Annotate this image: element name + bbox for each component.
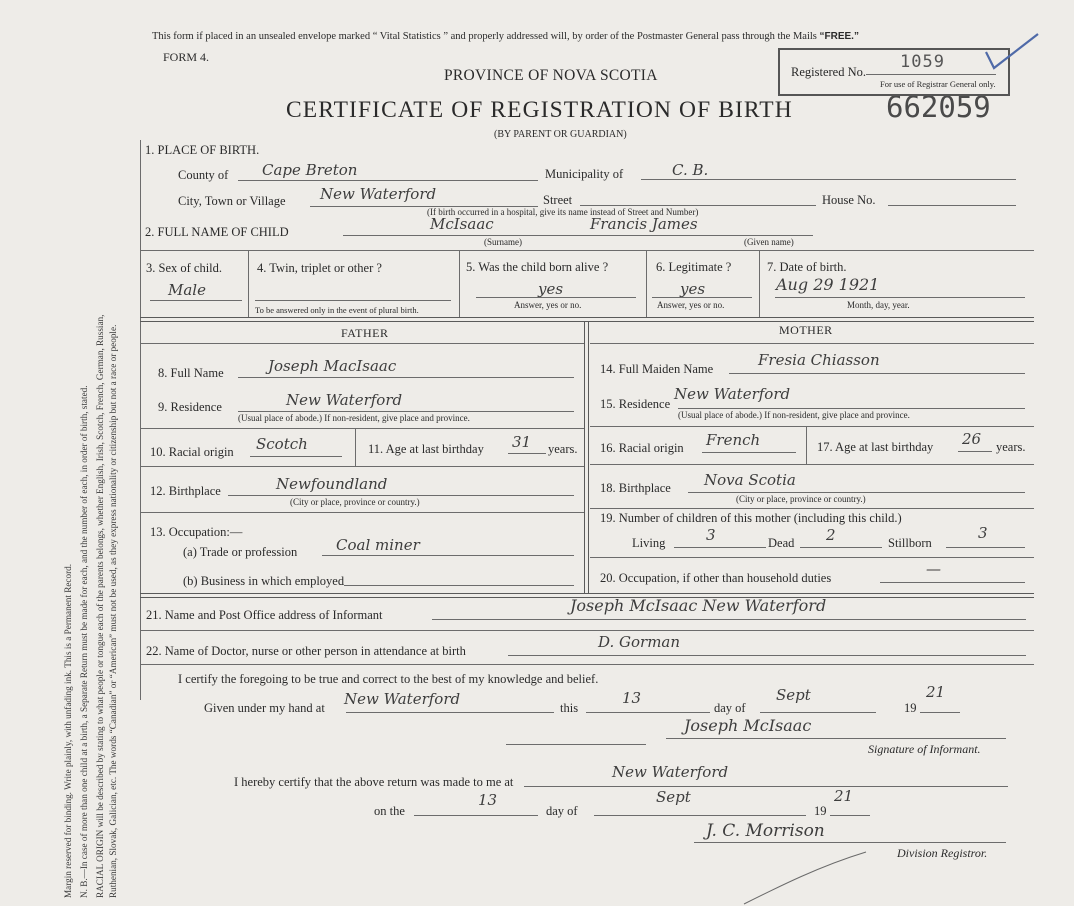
father-age-label: 11. Age at last birthday [368, 442, 484, 456]
child-name-label: 2. FULL NAME OF CHILD [145, 225, 289, 239]
informant-signature: Joseph McIsaac [684, 716, 812, 735]
living-value: 3 [706, 526, 716, 544]
certificate-number: 662059 [886, 90, 991, 124]
father-trade-value: Coal miner [336, 536, 420, 554]
father-business-line [344, 585, 574, 586]
father-residence-line [238, 411, 574, 412]
living-label: Living [632, 536, 666, 550]
stillborn-label: Stillborn [888, 536, 932, 550]
father-birthplace-value: Newfoundland [276, 475, 388, 493]
registered-label: Registered No. [791, 65, 866, 79]
day-line [586, 712, 710, 713]
reg-year-line [830, 815, 870, 816]
mother-age-divider [806, 426, 807, 464]
month-value: Sept [776, 686, 811, 704]
province-heading: PROVINCE OF NOVA SCOTIA [444, 67, 658, 84]
row3-divider-4 [759, 250, 760, 318]
child-given-name: Francis James [590, 215, 698, 233]
registrar-place-line [524, 786, 1008, 787]
father-age-divider [355, 428, 356, 466]
father-rule-1 [140, 428, 584, 429]
margin-note-3: RACIAL ORIGIN will be described by stating to what people or tongue each of the parents belongs, whether English, Irish, Scotch, French, German, Russian, [95, 314, 105, 898]
year-suffix: 21 [926, 683, 946, 701]
stillborn-value: 3 [978, 524, 988, 542]
street-line [580, 205, 816, 206]
mother-occupation-value: — [926, 560, 941, 578]
legitimate-note: Answer, yes or no. [657, 300, 725, 310]
given-name-caption: (Given name) [744, 237, 794, 247]
row3-top-border [140, 250, 1034, 251]
reg-day-value: 13 [478, 791, 498, 809]
mother-name-value: Fresia Chiasson [758, 351, 880, 369]
city-value: New Waterford [320, 185, 437, 203]
day-value: 13 [622, 689, 642, 707]
father-occupation-label: 13. Occupation:— [150, 525, 243, 539]
father-trade-label: (a) Trade or profession [183, 545, 298, 559]
date-of-birth-note: Month, day, year. [847, 300, 910, 310]
on-the-label: on the [374, 804, 405, 818]
given-place-value: New Waterford [344, 690, 461, 708]
twin-line [255, 300, 451, 301]
registered-number: 1059 [900, 52, 945, 72]
mother-racial-line [702, 452, 796, 453]
father-age-unit: years. [548, 442, 578, 456]
born-alive-note: Answer, yes or no. [514, 300, 582, 310]
date-of-birth-label: 7. Date of birth. [767, 260, 847, 274]
row3-divider-1 [248, 250, 249, 318]
mother-age-unit: years. [996, 440, 1026, 454]
house-no-line [888, 205, 1016, 206]
mother-name-label: 14. Full Maiden Name [600, 362, 714, 376]
mother-birthplace-value: Nova Scotia [704, 471, 796, 489]
mother-residence-note: (Usual place of abode.) If non-resident, give place and province. [678, 410, 910, 420]
margin-note-4: Ruthenian, Slovak, Galician, etc. The words “Canadian” or “American” must not be used, as they express nationality or citizenship but not a race or people. [108, 324, 118, 898]
reg-year-prefix: 19 [814, 804, 827, 818]
child-name-line [343, 235, 813, 236]
sex-label: 3. Sex of child. [146, 261, 223, 275]
reg-year-suffix: 21 [834, 787, 854, 805]
father-rule-3 [140, 512, 584, 513]
doctor-rule [140, 664, 1034, 665]
check-mark-icon [982, 30, 1042, 72]
child-surname: McIsaac [430, 215, 494, 233]
father-age-value: 31 [512, 433, 532, 451]
mother-age-label: 17. Age at last birthday [817, 440, 934, 454]
doctor-value: D. Gorman [598, 633, 681, 651]
living-line [674, 547, 766, 548]
father-name-value: Joseph MacIsaac [268, 357, 397, 375]
margin-note-1: Margin reserved for binding. Write plainly, with unfading ink. This is a Permanent Record. [63, 563, 73, 898]
pen-stroke-mark [740, 846, 870, 906]
county-line [238, 180, 538, 181]
certify-statement: I certify the foregoing to be true and correct to the best of my knowledge and belief. [178, 672, 599, 686]
informant-signature-line [666, 738, 1006, 739]
father-racial-label: 10. Racial origin [150, 445, 234, 459]
postal-note-free: “FREE.” [819, 31, 859, 42]
mother-birthplace-line [688, 492, 1025, 493]
father-residence-note: (Usual place of abode.) If non-resident, give place and province. [238, 413, 470, 423]
sex-line [150, 300, 242, 301]
mother-heading: MOTHER [779, 323, 833, 337]
mother-children-label: 19. Number of children of this mother (including this child.) [600, 511, 902, 525]
dead-value: 2 [826, 526, 836, 544]
mother-residence-label: 15. Residence [600, 397, 671, 411]
legitimate-value: yes [680, 280, 706, 298]
father-name-label: 8. Full Name [158, 366, 224, 380]
twin-note: To be answered only in the event of plural birth. [255, 305, 419, 315]
legitimate-label: 6. Legitimate ? [656, 260, 732, 274]
mother-age-value: 26 [962, 430, 982, 448]
reg-month-value: Sept [656, 788, 691, 806]
parents-center-divider [584, 321, 589, 593]
father-residence-label: 9. Residence [158, 400, 222, 414]
short-rule [506, 744, 646, 745]
dead-label: Dead [768, 536, 795, 550]
father-business-label: (b) Business in which employed [183, 574, 345, 588]
mother-age-line [958, 451, 992, 452]
mother-rule-3 [590, 508, 1034, 509]
father-racial-line [250, 456, 342, 457]
mother-birthplace-note: (City or place, province or country.) [736, 494, 866, 504]
margin-note-2: N. B.—In case of more than one child at a birth, a Separate Return must be made for each, and the number of each, in order of birth, stated. [79, 385, 89, 898]
mother-occupation-label: 20. Occupation, if other than household duties [600, 571, 832, 585]
given-place-line [346, 712, 554, 713]
father-trade-line [322, 555, 574, 556]
father-birthplace-label: 12. Birthplace [150, 484, 221, 498]
given-under-label: Given under my hand at [204, 701, 325, 715]
year-prefix: 19 [904, 701, 917, 715]
reg-month-line [594, 815, 806, 816]
row3-divider-3 [646, 250, 647, 318]
place-of-birth-heading: 1. PLACE OF BIRTH. [145, 143, 260, 157]
mother-residence-line [678, 408, 1025, 409]
mother-heading-rule [590, 343, 1034, 344]
father-rule-2 [140, 466, 584, 467]
father-residence-value: New Waterford [286, 391, 403, 409]
left-border [140, 140, 141, 700]
reg-day-of-label: day of [546, 804, 578, 818]
page-title: CERTIFICATE OF REGISTRATION OF BIRTH [286, 97, 793, 123]
house-no-label: House No. [822, 193, 876, 207]
street-label: Street [543, 193, 573, 207]
registrar-signature: J. C. Morrison [706, 821, 825, 841]
mother-occupation-line [880, 582, 1025, 583]
informant-label: 21. Name and Post Office address of Informant [146, 608, 383, 622]
municipality-value: C. B. [672, 161, 709, 179]
informant-signature-label: Signature of Informant. [868, 742, 981, 756]
father-age-line [508, 453, 546, 454]
mother-name-line [729, 373, 1025, 374]
father-heading-rule [140, 343, 584, 344]
postal-note-text: This form if placed in an unsealed envelope marked “ Vital Statistics ” and properly addressed will, by order of the Postmaster General pass through the Mails [152, 31, 817, 42]
dead-line [800, 547, 882, 548]
surname-caption: (Surname) [484, 237, 522, 247]
registered-line [866, 74, 996, 75]
informant-value: Joseph McIsaac New Waterford [570, 596, 827, 615]
informant-line [432, 619, 1026, 620]
mother-rule-2 [590, 464, 1034, 465]
hospital-note: (If birth occurred in a hospital, give its name instead of Street and Number) [427, 207, 699, 217]
born-alive-value: yes [538, 280, 564, 298]
mother-residence-value: New Waterford [674, 385, 791, 403]
doctor-label: 22. Name of Doctor, nurse or other person in attendance at birth [146, 644, 466, 658]
date-of-birth-line [775, 297, 1025, 298]
father-birthplace-line [228, 495, 574, 496]
form-number: FORM 4. [163, 50, 210, 64]
mother-birthplace-label: 18. Birthplace [600, 481, 671, 495]
date-of-birth-value: Aug 29 1921 [776, 275, 880, 294]
year-line [920, 712, 960, 713]
mother-racial-value: French [706, 431, 761, 449]
father-racial-value: Scotch [256, 435, 308, 453]
father-name-line [238, 377, 574, 378]
born-alive-label: 5. Was the child born alive ? [466, 260, 609, 274]
registrar-place-value: New Waterford [612, 763, 729, 781]
month-line [760, 712, 876, 713]
registrar-signature-line [694, 842, 1006, 843]
sex-value: Male [168, 281, 206, 299]
registered-note: For use of Registrar General only. [880, 79, 996, 89]
municipality-label: Municipality of [545, 167, 624, 181]
page-subtitle: (BY PARENT OR GUARDIAN) [494, 129, 627, 140]
mother-racial-label: 16. Racial origin [600, 441, 684, 455]
postal-note [152, 30, 859, 44]
twin-label: 4. Twin, triplet or other ? [257, 261, 382, 275]
reg-day-line [414, 815, 538, 816]
city-label: City, Town or Village [178, 194, 286, 208]
this-label: this [560, 701, 579, 715]
stillborn-line [946, 547, 1025, 548]
informant-rule [140, 630, 1034, 631]
doctor-line [508, 655, 1026, 656]
county-label: County of [178, 168, 229, 182]
registrar-signature-label: Division Registror. [897, 846, 988, 860]
mother-rule-4 [590, 557, 1034, 558]
registrar-statement: I hereby certify that the above return was made to me at [234, 775, 514, 789]
day-of-label: day of [714, 701, 746, 715]
row3-divider-2 [459, 250, 460, 318]
father-heading: FATHER [341, 326, 389, 340]
municipality-line [641, 179, 1016, 180]
mother-rule-1 [590, 426, 1034, 427]
county-value: Cape Breton [262, 161, 358, 179]
margin-notes [62, 18, 140, 898]
father-birthplace-note: (City or place, province or country.) [290, 497, 420, 507]
